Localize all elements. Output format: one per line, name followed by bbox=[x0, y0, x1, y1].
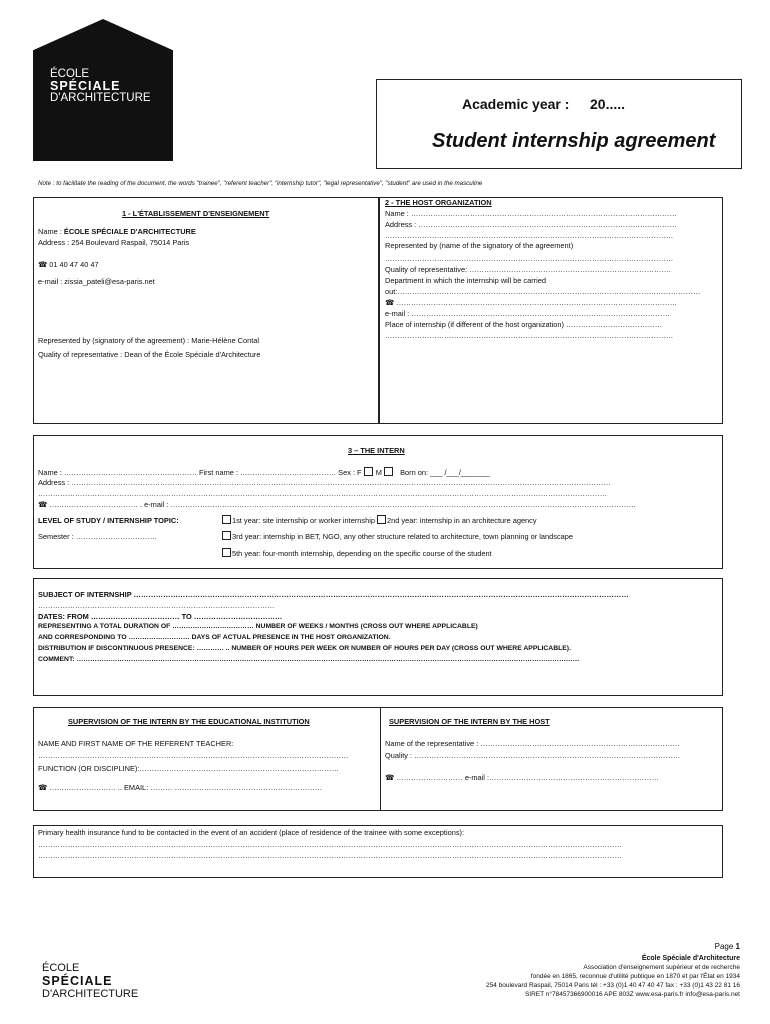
sex-m-checkbox[interactable] bbox=[384, 467, 393, 476]
intern-phone-email[interactable]: ☎ ……………………………… . e-mail : ……………………………………………………………………………………………………………………………………………………………………… bbox=[38, 500, 636, 509]
host-place-field[interactable]: Place of internship (if different of the host organization) ………………………………… bbox=[385, 320, 663, 329]
sex-f-checkbox[interactable] bbox=[364, 467, 373, 476]
year5-checkbox[interactable] bbox=[222, 548, 231, 557]
school-quality: Quality of representative : Dean of the École Spéciale d'Architecture bbox=[38, 350, 261, 359]
page-number: 1 bbox=[735, 942, 740, 951]
host-department-field[interactable]: out:…………………………………………………………………………………………………………… bbox=[385, 287, 701, 296]
dates-field[interactable]: DATES: FROM ……………………………… TO ……………………………… bbox=[38, 612, 283, 621]
year2-checkbox[interactable] bbox=[377, 515, 386, 524]
year3-checkbox[interactable] bbox=[222, 531, 231, 540]
referent-contact-field[interactable]: ☎ ……………………… .. EMAIL: ……… …………………………………………………… bbox=[38, 783, 323, 792]
host-quality-field[interactable]: Quality of representative: ………………………………………………………………………. bbox=[385, 265, 671, 274]
logo-line3: D'ARCHITECTURE bbox=[50, 92, 151, 104]
semester-field[interactable]: Semester : …………………………… bbox=[38, 532, 158, 541]
born-field[interactable]: Born on: ___ /___/_______ bbox=[400, 468, 490, 477]
days-field[interactable]: AND CORRESPONDING TO ……………………… DAYS OF ACTUAL PRESENCE IN THE HOST ORGANIZATION. bbox=[38, 634, 391, 641]
subject-dots[interactable]: …………………………………………………………………………………… bbox=[38, 601, 275, 610]
year3-label: 3rd year: internship in BET, NGO, any other structure related to architecture, town planning or landscape bbox=[232, 532, 573, 541]
distribution-field[interactable]: DISTRIBUTION IF DISCONTINUOUS PRESENCE: ………… .. NUMBER OF HOURS PER WEEK OR NUMBER OF HOURS PER DAY (CROSS OUT WHERE APPLICABLE). bbox=[38, 645, 571, 652]
year1-checkbox[interactable] bbox=[222, 515, 231, 524]
comment-field[interactable]: COMMENT: …………………………………………………………………………………………………………………………………………………………………………………………………… bbox=[38, 656, 580, 663]
section3-heading: 3 – THE INTERN bbox=[348, 446, 405, 455]
intern-name-line[interactable] bbox=[38, 467, 490, 477]
intern-name-field[interactable]: Name : ……………………………………………… First name : ………………………………… Sex : F bbox=[38, 468, 362, 477]
footer-line2: fondée en 1865, reconnue d'utilité publique en 1870 et par l'État en 1934 bbox=[530, 973, 740, 980]
academic-year-value[interactable]: 20..... bbox=[590, 96, 626, 112]
footer-info bbox=[486, 942, 740, 999]
year5-label: 5th year: four-month internship, depending on the specific course of the student bbox=[232, 549, 492, 558]
page-indicator bbox=[486, 942, 740, 951]
host-rep-quality-field[interactable]: Quality : ……………………………………………………………………………………………… bbox=[385, 751, 681, 760]
intern-address-dots[interactable]: …………………………………………………………………………………………………………………………………………………………………………………………………………… bbox=[38, 489, 608, 498]
footer-logo-line3: D'ARCHITECTURE bbox=[42, 988, 139, 1000]
insurance-field-2[interactable]: ………………………………………………………………………………………………………………………………………………………………………………………………………………… bbox=[38, 851, 622, 860]
supervision-divider bbox=[380, 707, 381, 810]
page-title: Student internship agreement bbox=[432, 130, 716, 152]
section1-heading: 1 - L'ÉTABLISSEMENT D'ENSEIGNEMENT bbox=[122, 209, 270, 218]
page-label: Page bbox=[714, 942, 734, 951]
referent-function-field[interactable]: FUNCTION (OR DISCIPLINE):……………………………………………………………………… bbox=[38, 764, 339, 773]
school-name bbox=[38, 227, 196, 236]
duration-field[interactable]: REPRESENTING A TOTAL DURATION OF ……………………………… NUMBER OF WEEKS / MONTHS (CROSS OUT WHERE APPLICABLE) bbox=[38, 623, 478, 630]
footer-line4: SIRET n°78457366900016 APE 803Z www.esa-paris.fr info@esa-paris.net bbox=[524, 991, 740, 998]
edu-supervision-heading: SUPERVISION OF THE INTERN BY THE EDUCATIONAL INSTITUTION bbox=[68, 717, 310, 726]
logo-line2: SPÉCIALE bbox=[50, 79, 121, 93]
host-supervision-heading: SUPERVISION OF THE INTERN BY THE HOST bbox=[389, 717, 550, 726]
host-represented-field[interactable]: ……………………………………………………………………………………………………… bbox=[385, 254, 674, 263]
school-name-label: Name : bbox=[38, 227, 62, 236]
section2-heading: 2 - THE HOST ORGANIZATION bbox=[385, 198, 492, 207]
intern-address-field[interactable]: Address : ………………………………………………………………………………………………………………………………………………………………………………………………… bbox=[38, 478, 611, 487]
host-place-dots[interactable]: ……………………………………………………………………………………………………… bbox=[385, 331, 674, 340]
school-address: Address : 254 Boulevard Raspail, 75014 Paris bbox=[38, 238, 190, 247]
academic-year-label: Academic year : bbox=[462, 96, 570, 112]
host-rep-field[interactable]: Name of the representative : ……………………………………………………………………… bbox=[385, 739, 680, 748]
year1-label: 1st year: site internship or worker internship bbox=[232, 516, 375, 525]
footer-line3: 254 boulevard Raspail, 75014 Paris tél : +33 (0)1 40 47 40 47 fax : +33 (0)1 43 22 81 16 bbox=[485, 982, 740, 989]
host-department-label: Department in which the internship will be carried bbox=[385, 276, 547, 285]
referent-teacher-field[interactable]: ……………………………………………………………………………………………………………… bbox=[38, 751, 349, 760]
host-address-field[interactable]: Address : …………………………………………………………………………………………… bbox=[385, 220, 677, 229]
note: Note : to facilitate the reading of the document, the words "trainee", "referent teacher", "internship tutor", "legal representative", "student" are used in the masculine bbox=[38, 180, 483, 187]
school-email: e-mail : zissia_pateli@esa-paris.net bbox=[38, 277, 155, 286]
logo-text bbox=[50, 68, 151, 104]
host-email-field[interactable]: e-mail : …………………………………………………………………………………………… bbox=[385, 309, 670, 318]
referent-teacher-label: NAME AND FIRST NAME OF THE REFERENT TEACHER: bbox=[38, 739, 234, 748]
year2-label: 2nd year: internship in an architecture agency bbox=[387, 516, 537, 525]
host-represented-label: Represented by (name of the signatory of the agreement) bbox=[385, 241, 574, 250]
level-label: LEVEL OF STUDY / INTERNSHIP TOPIC: bbox=[38, 516, 179, 525]
host-address-dots[interactable]: ……………………………………………………………………………………………………… bbox=[385, 231, 674, 240]
level-row3 bbox=[222, 548, 492, 558]
insurance-field-1[interactable]: ………………………………………………………………………………………………………………………………………………………………………………………………………………… bbox=[38, 840, 622, 849]
level-row2 bbox=[222, 531, 573, 541]
host-name-field[interactable]: Name : ……………………………………………………………………………………………… bbox=[385, 209, 677, 218]
footer-logo-line1: ÉCOLE bbox=[42, 962, 80, 974]
logo-line1: ÉCOLE bbox=[50, 68, 89, 80]
footer-org: École Spéciale d'Architecture bbox=[641, 955, 740, 962]
host-phone-field[interactable]: ☎ …………………………………………………………………………………………………… bbox=[385, 298, 678, 307]
footer-line1: Association d'enseignement supérieur et de recherche bbox=[583, 964, 740, 971]
sex-m-label: M bbox=[375, 468, 382, 477]
host-rep-contact-field[interactable]: ☎ ……………………… e-mail :…………………………………………………………… bbox=[385, 773, 660, 782]
school-represented: Represented by (signatory of the agreement) : Marie-Hélène Contal bbox=[38, 336, 260, 345]
school-name-value: ÉCOLE SPÉCIALE D'ARCHITECTURE bbox=[63, 227, 196, 236]
insurance-label: Primary health insurance fund to be contacted in the event of an accident (place of residence of the trainee with some exceptions): bbox=[38, 828, 465, 837]
title-box bbox=[376, 79, 742, 169]
school-phone: ☎ 01 40 47 40 47 bbox=[38, 260, 99, 269]
subject-field[interactable]: SUBJECT OF INTERNSHIP ………………………………………………………………………………………………………………………………………………………………………………… bbox=[38, 590, 629, 599]
footer-logo bbox=[42, 962, 138, 1001]
level-row1 bbox=[222, 515, 537, 525]
footer-logo-line2: SPÉCIALE bbox=[42, 974, 113, 988]
